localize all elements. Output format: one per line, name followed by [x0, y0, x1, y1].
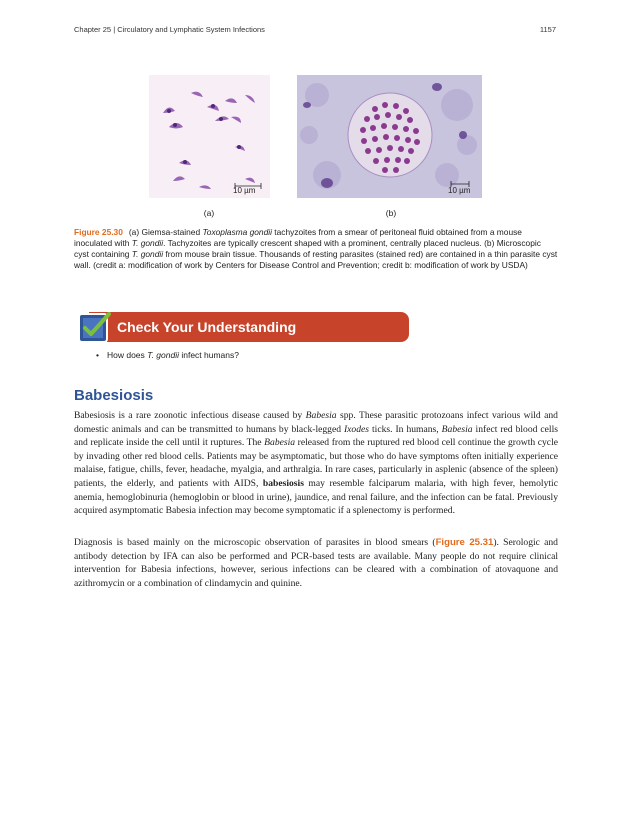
panel-b-label: (b) — [385, 208, 397, 218]
para-text: may resemble falciparum malaria, with high fever, hemolytic anemia, hemoglobinuria (hemoglobin or blood in urine), jaundice, and renal failure, and the infection can be fatal. Previously acquired asymptomatic Babesia infection may become symptomatic if a splenectomy is performed. — [74, 477, 558, 517]
para-text: infect red blood cells and replicate inside the cell until it ruptures. The — [74, 423, 558, 449]
question-text: infect humans? — [178, 350, 239, 360]
body-paragraph — [74, 409, 558, 518]
caption-text: (a) Giemsa-stained — [128, 227, 203, 237]
scale-bar-label-b: 10 µm — [448, 186, 471, 195]
page-header — [74, 25, 556, 39]
para-text: Diagnosis is based mainly on the microscopic observation of parasites in blood smears ( — [74, 537, 436, 548]
para-text: Babesiosis is a rare zoonotic infectious disease caused by — [74, 410, 306, 421]
panel-a-label: (a) — [203, 208, 215, 218]
question-text: How does — [106, 350, 148, 360]
para-italic: Ixodes — [343, 423, 370, 435]
body-paragraph — [74, 536, 558, 590]
figure-link[interactable]: Figure 25.31 — [435, 537, 494, 548]
caption-italic: T. gondii — [131, 249, 164, 260]
caption-text: . Tachyzoites are typically crescent shaped with a prominent, centrally placed nucleus. (b) Microscopic cyst containing — [74, 238, 541, 260]
scale-bar-label-a: 10 µm — [233, 186, 256, 195]
para-text: released from the ruptured red blood cell continue the growth cycle by invading other red blood cells. Patients may be asymptomatic, but those who do have symptoms often initially experience malaise, fatigue, chills, fever, headache, myalgia, and arthralgia. In rare cases, particularly in asplenic (absence of the spleen) patients, the elderly, and patients with AIDS, — [74, 437, 558, 489]
caption-italic: T. gondii — [131, 238, 164, 249]
question-italic: T. gondii — [147, 350, 179, 360]
caption-text: from mouse brain tissue. Thousands of resting parasites (stained red) are contained in a thin parasite cyst wall. (credit a: modification of work by Centers for Disease Control and Prevention; credit b: modification of work by USDA) — [74, 249, 558, 271]
para-text: spp. These parasitic protozoans infect various wild and domestic animals and can be transmitted to humans by black-legged — [74, 410, 558, 435]
para-text: ). Serologic and antibody detection by IFA can also be performed and PCR-based tests are available. Many people do not require clinical intervention for Babesia infections, however, serious infections can be cleared with a combination of atovaquone and azithromycin or a combination of clindamycin and quinine. — [74, 537, 558, 589]
checkbox-check-icon — [77, 310, 111, 344]
figure-panel-a-image — [149, 75, 270, 198]
check-understanding-banner — [77, 312, 411, 342]
caption-text: tachyzoites from a smear of peritoneal fluid obtained from a mouse inoculated with — [74, 227, 522, 249]
figure-label: Figure 25.30 — [74, 227, 123, 237]
question-list — [96, 350, 239, 360]
para-italic: Babesia — [264, 437, 296, 449]
banner-title: Check Your Understanding — [117, 319, 297, 335]
para-text: ticks. In humans, — [369, 423, 442, 435]
list-item — [96, 350, 239, 360]
section-heading: Babesiosis — [74, 387, 154, 404]
para-italic: Babesia — [305, 410, 337, 421]
chapter-title: Chapter 25 | Circulatory and Lymphatic System Infections — [74, 25, 265, 34]
figure-caption — [74, 227, 558, 271]
key-term: babesiosis — [262, 477, 304, 489]
caption-italic: Toxoplasma gondii — [202, 227, 272, 237]
para-italic: Babesia — [441, 423, 473, 435]
page-number: 1157 — [539, 25, 556, 34]
figure-panel-b-image — [297, 75, 482, 198]
